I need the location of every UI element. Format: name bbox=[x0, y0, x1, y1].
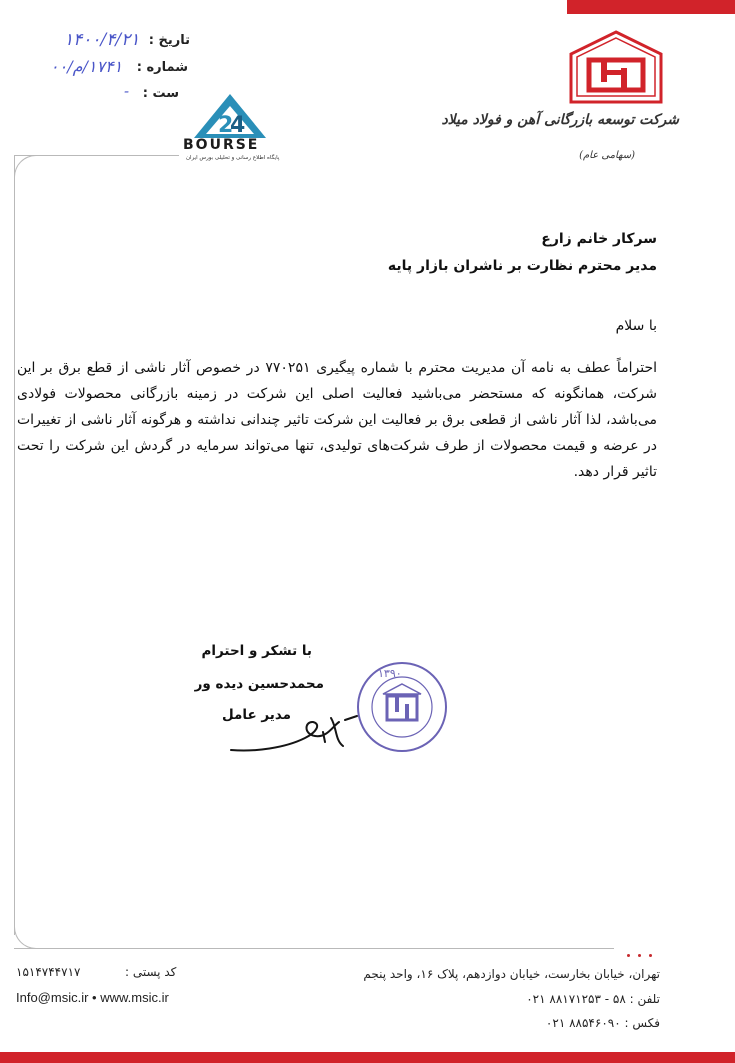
body-paragraph: احتراماً عطف به نامه آن مدیریت محترم با شماره پیگیری ۷۷۰۲۵۱ در خصوص آثار ناشی از قطع برق بر این شرکت، همانگونه که مستحضر می‌باشید فعالیت اصلی این شرکت در زمینه بازرگانی محصولات فولادی می‌باشد، لذا آثار ناشی از قطعی برق بر فعالیت این شرکت تاثیر چندانی نداشته و هرگونه آثار ناشی از تغییرات در عرضه و قیمت محصولات از طرف شرکت‌های تولیدی، تنها می‌تواند سرمایه در گردش این شرکت را تحت تاثیر قرار دهد. bbox=[17, 360, 658, 480]
bottom-brand-band bbox=[0, 1052, 735, 1063]
brand-tab bbox=[567, 0, 735, 14]
footer-dot bbox=[638, 954, 641, 957]
number-label: شماره : bbox=[136, 60, 188, 75]
frame-line-bottom bbox=[14, 948, 614, 949]
frame-corner-top bbox=[14, 155, 55, 196]
footer-phone: تلفن : ۵۸ - ۸۸۱۷۱۲۵۳ ۰۲۱ bbox=[526, 992, 660, 1006]
date-value: ۱۴۰۰/۴/۲۱ bbox=[64, 30, 140, 50]
frame-line-left bbox=[14, 155, 15, 935]
attachment-value: - bbox=[124, 82, 130, 100]
closing-line: با تشکر و احترام bbox=[201, 643, 312, 659]
svg-text:4: 4 bbox=[230, 113, 246, 138]
signatory-name: محمدحسین دیده ور bbox=[194, 676, 324, 692]
company-type: (سهامی عام) bbox=[579, 150, 635, 161]
svg-text:2: 2 bbox=[218, 113, 234, 138]
company-logo-icon bbox=[565, 30, 667, 110]
attachment-label: ست : bbox=[142, 86, 179, 101]
company-name: شرکت توسعه بازرگانی آهن و فولاد میلاد bbox=[441, 112, 679, 128]
seal-year: ۱۳۹۰ bbox=[378, 667, 402, 680]
footer-web[interactable]: Info@msic.ir • www.msic.ir bbox=[16, 990, 169, 1005]
footer-address: تهران، خیابان بخارست، خیابان دوازدهم، پلاک ۱۶، واحد پنجم bbox=[363, 967, 660, 981]
bourse-logo-icon bbox=[192, 92, 268, 140]
footer-dot bbox=[627, 954, 630, 957]
footer-dot bbox=[649, 954, 652, 957]
recipient-name: سرکار خانم زارع bbox=[541, 231, 657, 247]
signatory-title: مدیر عامل bbox=[221, 707, 291, 723]
footer-postal-label: کد پستی : bbox=[125, 965, 177, 979]
greeting: با سلام bbox=[615, 318, 657, 334]
number-value: ۱۷۴۱/م/۰۰ bbox=[50, 57, 123, 76]
date-label: تاریخ : bbox=[148, 33, 190, 48]
company-seal-icon bbox=[355, 660, 449, 754]
footer-fax: فکس : ۸۸۵۴۶۰۹۰ ۰۲۱ bbox=[545, 1016, 660, 1030]
recipient-title: مدیر محترم نظارت بر ناشران بازار پایه bbox=[387, 258, 657, 274]
footer-postal-code: ۱۵۱۴۷۴۴۷۱۷ bbox=[16, 965, 81, 979]
handwritten-signature-icon bbox=[225, 712, 365, 758]
bourse-logo-text: BOURSE bbox=[183, 137, 260, 153]
bourse-logo-subtitle: پایگاه اطلاع رسانی و تحلیلی بورس ایران bbox=[186, 155, 280, 161]
frame-corner-bottom bbox=[14, 910, 55, 949]
